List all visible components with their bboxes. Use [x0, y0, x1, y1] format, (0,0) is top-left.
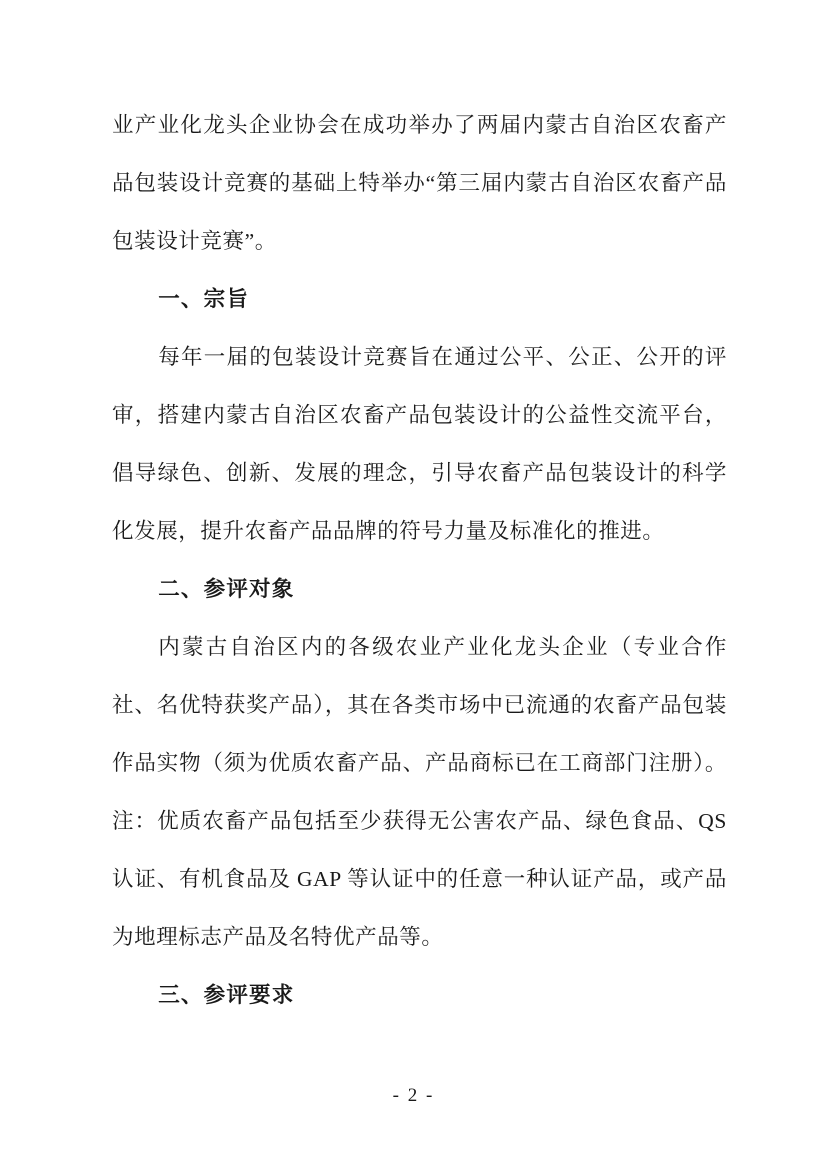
heading-section-two: 二、参评对象 — [158, 577, 295, 601]
heading-section-three: 三、参评要求 — [158, 983, 295, 1007]
heading-section-one: 一、宗旨 — [158, 287, 250, 311]
paragraph-purpose: 每年一届的包装设计竞赛旨在通过公平、公正、公开的评审，搭建内蒙古自治区农畜产品包装设计的公益性交流平台，倡导绿色、创新、发展的理念，引导农畜产品包装设计的科学化发展，提升农畜产品品牌的符号力量及标准化的推进。 — [112, 345, 727, 543]
document-body — [112, 96, 727, 1024]
paragraph-intro: 业产业化龙头企业协会在成功举办了两届内蒙古自治区农畜产品包装设计竞赛的基础上特举办“第三届内蒙古自治区农畜产品包装设计竞赛”。 — [112, 113, 727, 253]
paragraph-participants: 内蒙古自治区内的各级农业产业化龙头企业（专业合作社、名优特获奖产品），其在各类市场中已流通的农畜产品包装作品实物（须为优质农畜产品、产品商标已在工商部门注册）。注：优质农畜产品包括至少获得无公害农产品、绿色食品、QS 认证、有机食品及 GAP 等认证中的任意一种认证产品，或产品为地理标志产品及名特优产品等。 — [112, 635, 727, 949]
page-number: - 2 - — [392, 1085, 435, 1106]
